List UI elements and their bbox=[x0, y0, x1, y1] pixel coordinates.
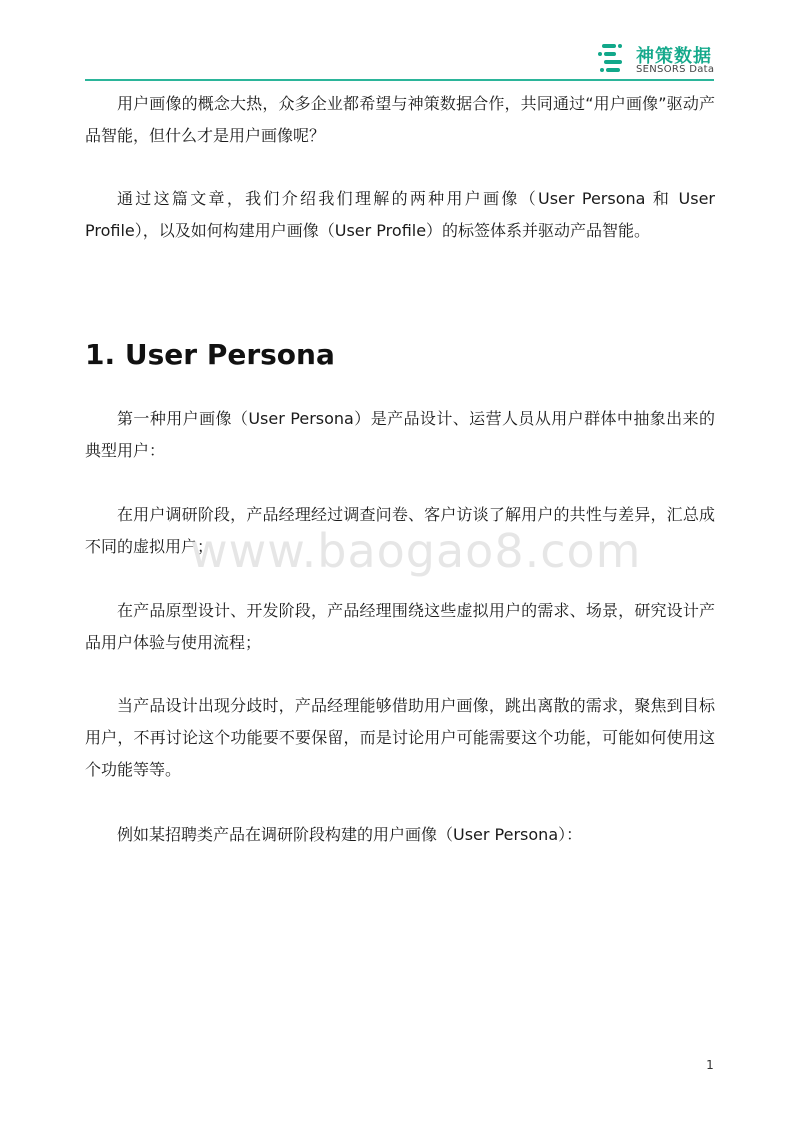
section-paragraph-3: 在产品原型设计、开发阶段，产品经理围绕这些虚拟用户的需求、场景，研究设计产品用户体验与使用流程； bbox=[85, 601, 715, 652]
header-divider bbox=[85, 79, 714, 81]
sensors-data-logo-icon bbox=[598, 42, 628, 76]
intro-paragraph-2: 通过这篇文章，我们介绍我们理解的两种用户画像（User Persona 和 User Profile），以及如何构建用户画像（User Profile）的标签体系并驱动产品智能。 bbox=[85, 189, 715, 240]
page-number: 1 bbox=[706, 1058, 714, 1072]
watermark: www.baogao8.com bbox=[190, 524, 642, 578]
section-paragraph-5: 例如某招聘类产品在调研阶段构建的用户画像（User Persona）： bbox=[117, 825, 583, 844]
logo-cn-text: 神策数据 bbox=[636, 46, 712, 67]
section-paragraph-1: 第一种用户画像（User Persona）是产品设计、运营人员从用户群体中抽象出来的典型用户： bbox=[85, 409, 715, 460]
section-heading: 1. User Persona bbox=[85, 338, 335, 371]
logo bbox=[598, 40, 722, 78]
logo-en-text: SENSORS Data bbox=[636, 64, 715, 75]
section-paragraph-2: 在用户调研阶段，产品经理经过调查问卷、客户访谈了解用户的共性与差异，汇总成不同的虚拟用户； bbox=[85, 505, 715, 556]
intro-paragraph-1: 用户画像的概念大热，众多企业都希望与神策数据合作，共同通过“用户画像”驱动产品智能，但什么才是用户画像呢？ bbox=[85, 94, 715, 145]
section-paragraph-4: 当产品设计出现分歧时，产品经理能够借助用户画像，跳出离散的需求，聚焦到目标用户，不再讨论这个功能要不要保留，而是讨论用户可能需要这个功能，可能如何使用这个功能等等。 bbox=[85, 696, 715, 779]
